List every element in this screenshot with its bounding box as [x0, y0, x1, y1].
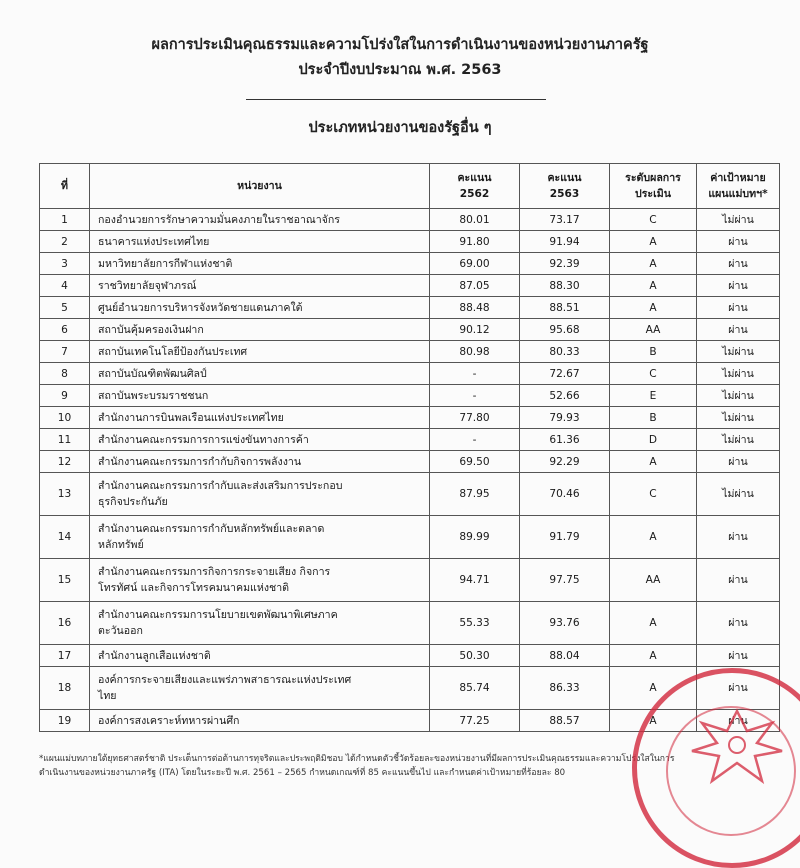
row-level: A — [610, 275, 697, 297]
table-row — [40, 645, 780, 667]
header-level-line1: ระดับผลการ — [625, 172, 681, 184]
row-organization — [90, 473, 430, 516]
row-level: B — [610, 407, 697, 429]
row-target-result: ผ่าน — [697, 516, 780, 559]
row-number: 6 — [40, 319, 90, 341]
row-score-2563: 97.75 — [520, 559, 610, 602]
row-level: B — [610, 341, 697, 363]
row-organization-line: สถาบันบัณฑิตพัฒนศิลป์ — [98, 367, 207, 380]
row-score-2562: - — [430, 385, 520, 407]
row-score-2562: 94.71 — [430, 559, 520, 602]
row-score-2563: 93.76 — [520, 602, 610, 645]
row-score-2562: 50.30 — [430, 645, 520, 667]
row-level: A — [610, 253, 697, 275]
row-level: A — [610, 297, 697, 319]
row-organization-line: ศูนย์อำนวยการบริหารจังหวัดชายแดนภาคใต้ — [98, 301, 303, 314]
header-target-line2: แผนแม่บทฯ* — [708, 188, 768, 200]
row-organization-line: หลักทรัพย์ — [98, 539, 144, 551]
table-row — [40, 209, 780, 231]
row-score-2563: 73.17 — [520, 209, 610, 231]
row-score-2563: 88.57 — [520, 710, 610, 732]
row-number: 14 — [40, 516, 90, 559]
footnote-line-2: ดำเนินงานของหน่วยงานภาครัฐ (ITA) โดยในระยะปี พ.ศ. 2561 – 2565 กำหนดเกณฑ์ที่ 85 คะแนนขึ้นไป และกำหนดค่าเป้าหมายที่ร้อยละ 80 — [39, 768, 566, 778]
row-score-2563: 80.33 — [520, 341, 610, 363]
row-target-result: ไม่ผ่าน — [697, 363, 780, 385]
row-score-2563: 92.29 — [520, 451, 610, 473]
row-target-result: ผ่าน — [697, 559, 780, 602]
row-organization-line: สำนักงานคณะกรรมการกิจการกระจายเสียง กิจการ — [98, 566, 331, 578]
row-organization — [90, 710, 430, 732]
row-organization-line: องค์การกระจายเสียงและแพร่ภาพสาธารณะแห่งประเทศ — [98, 674, 352, 686]
row-target-result: ไม่ผ่าน — [697, 385, 780, 407]
row-organization-line: สถาบันเทคโนโลยีป้องกันประเทศ — [98, 345, 248, 358]
table-row — [40, 516, 780, 559]
table-row — [40, 385, 780, 407]
row-score-2563: 91.94 — [520, 231, 610, 253]
row-target-result: ผ่าน — [697, 710, 780, 732]
row-number: 7 — [40, 341, 90, 363]
table-row — [40, 602, 780, 645]
table-row — [40, 231, 780, 253]
footnote-line-1: *แผนแม่บทภายใต้ยุทธศาสตร์ชาติ ประเด็นการต่อต้านการทุจริตและประพฤติมิชอบ ได้กำหนดตัวชี้วัดร้อยละของหน่วยงานที่มีผลการประเมินคุณธรรมและความโปร่งใสในการ — [39, 754, 675, 764]
table-row — [40, 253, 780, 275]
report-fiscal-year: ประจำปีงบประมาณ พ.ศ. 2563 — [298, 62, 502, 78]
row-target-result: ไม่ผ่าน — [697, 473, 780, 516]
table-header-row — [40, 164, 780, 209]
row-organization — [90, 559, 430, 602]
table-row — [40, 429, 780, 451]
row-number: 15 — [40, 559, 90, 602]
table-row — [40, 407, 780, 429]
row-number: 11 — [40, 429, 90, 451]
row-organization — [90, 602, 430, 645]
table-row — [40, 297, 780, 319]
row-level: A — [610, 667, 697, 710]
row-organization — [90, 667, 430, 710]
row-number: 3 — [40, 253, 90, 275]
row-score-2562: 88.48 — [430, 297, 520, 319]
row-score-2562: 55.33 — [430, 602, 520, 645]
row-organization — [90, 297, 430, 319]
row-organization-line: สำนักงานคณะกรรมการกำกับและส่งเสริมการประกอบ — [98, 480, 343, 492]
row-organization — [90, 275, 430, 297]
row-target-result: ไม่ผ่าน — [697, 341, 780, 363]
row-organization-line: ราชวิทยาลัยจุฬาภรณ์ — [98, 279, 197, 292]
row-score-2563: 95.68 — [520, 319, 610, 341]
table-row — [40, 341, 780, 363]
row-level: A — [610, 451, 697, 473]
row-level: A — [610, 231, 697, 253]
row-score-2563: 88.51 — [520, 297, 610, 319]
row-organization — [90, 645, 430, 667]
header-level — [610, 164, 697, 209]
row-score-2562: 87.95 — [430, 473, 520, 516]
row-organization — [90, 319, 430, 341]
row-score-2563: 86.33 — [520, 667, 610, 710]
header-score-2562-line2: 2562 — [459, 188, 490, 200]
row-number: 10 — [40, 407, 90, 429]
row-organization-line: สำนักงานลูกเสือแห่งชาติ — [98, 649, 211, 662]
header-org: หน่วยงาน — [90, 164, 430, 209]
row-organization-line: สถาบันพระบรมราชชนก — [98, 389, 209, 402]
row-organization-line: ธนาคารแห่งประเทศไทย — [98, 235, 210, 248]
row-score-2563: 91.79 — [520, 516, 610, 559]
row-target-result: ไม่ผ่าน — [697, 209, 780, 231]
header-target-line1: ค่าเป้าหมาย — [710, 172, 766, 184]
table-body — [40, 209, 780, 732]
row-organization — [90, 385, 430, 407]
row-score-2562: 69.00 — [430, 253, 520, 275]
category-heading: ประเภทหน่วยงานของรัฐอื่น ๆ — [308, 120, 492, 136]
row-organization — [90, 516, 430, 559]
row-score-2563: 88.30 — [520, 275, 610, 297]
row-number: 4 — [40, 275, 90, 297]
table-row — [40, 473, 780, 516]
row-score-2562: 85.74 — [430, 667, 520, 710]
row-target-result: ผ่าน — [697, 645, 780, 667]
row-organization-line: สำนักงานการบินพลเรือนแห่งประเทศไทย — [98, 411, 284, 424]
header-score-2562 — [430, 164, 520, 209]
header-no: ที่ — [40, 164, 90, 209]
row-score-2563: 52.66 — [520, 385, 610, 407]
row-organization — [90, 253, 430, 275]
row-number: 12 — [40, 451, 90, 473]
row-number: 19 — [40, 710, 90, 732]
row-target-result: ไม่ผ่าน — [697, 407, 780, 429]
header-score-2562-line1: คะแนน — [457, 172, 492, 184]
header-target — [697, 164, 780, 209]
row-number: 5 — [40, 297, 90, 319]
row-organization-line: โทรทัศน์ และกิจการโทรคมนาคมแห่งชาติ — [98, 582, 290, 594]
row-score-2563: 61.36 — [520, 429, 610, 451]
row-level: AA — [610, 559, 697, 602]
row-level: C — [610, 363, 697, 385]
row-organization-line: สำนักงานคณะกรรมการกำกับกิจการพลังงาน — [98, 455, 302, 468]
row-number: 18 — [40, 667, 90, 710]
row-organization-line: ไทย — [98, 690, 117, 702]
row-score-2562: 77.25 — [430, 710, 520, 732]
row-target-result: ผ่าน — [697, 231, 780, 253]
row-organization-line: ธุรกิจประกันภัย — [98, 496, 168, 508]
row-level: E — [610, 385, 697, 407]
row-level: A — [610, 602, 697, 645]
row-level: C — [610, 473, 697, 516]
row-target-result: ผ่าน — [697, 275, 780, 297]
row-organization-line: ตะวันออก — [98, 625, 143, 637]
row-organization — [90, 451, 430, 473]
row-organization — [90, 231, 430, 253]
row-organization-line: สำนักงานคณะกรรมการนโยบายเขตพัฒนาพิเศษภาค — [98, 609, 338, 621]
row-score-2562: - — [430, 363, 520, 385]
header-score-2563 — [520, 164, 610, 209]
row-level: D — [610, 429, 697, 451]
table-row — [40, 363, 780, 385]
row-score-2563: 92.39 — [520, 253, 610, 275]
seal-inner-ring — [666, 706, 796, 836]
row-score-2562: 90.12 — [430, 319, 520, 341]
row-organization-line: สำนักงานคณะกรรมการการแข่งขันทางการค้า — [98, 433, 309, 446]
row-organization — [90, 429, 430, 451]
table-row — [40, 275, 780, 297]
row-target-result: ผ่าน — [697, 319, 780, 341]
row-score-2562: 80.98 — [430, 341, 520, 363]
report-title: ผลการประเมินคุณธรรมและความโปร่งใสในการดำเนินงานของหน่วยงานภาครัฐ — [151, 37, 649, 53]
row-target-result: ผ่าน — [697, 253, 780, 275]
row-score-2563: 79.93 — [520, 407, 610, 429]
row-organization — [90, 341, 430, 363]
row-organization — [90, 209, 430, 231]
row-number: 9 — [40, 385, 90, 407]
table-row — [40, 559, 780, 602]
header-score-2563-line2: 2563 — [549, 188, 580, 200]
row-score-2562: 80.01 — [430, 209, 520, 231]
row-score-2562: 69.50 — [430, 451, 520, 473]
row-organization-line: สถาบันคุ้มครองเงินฝาก — [98, 323, 204, 336]
row-number: 8 — [40, 363, 90, 385]
row-organization-line: กองอำนวยการรักษาความมั่นคงภายในราชอาณาจักร — [98, 213, 340, 226]
row-organization — [90, 363, 430, 385]
row-score-2562: 77.80 — [430, 407, 520, 429]
row-score-2563: 88.04 — [520, 645, 610, 667]
row-target-result: ผ่าน — [697, 602, 780, 645]
row-organization-line: สำนักงานคณะกรรมการกำกับหลักทรัพย์และตลาด — [98, 523, 325, 535]
row-organization-line: มหาวิทยาลัยการกีฬาแห่งชาติ — [98, 257, 233, 270]
row-number: 13 — [40, 473, 90, 516]
row-number: 16 — [40, 602, 90, 645]
header-score-2563-line1: คะแนน — [547, 172, 582, 184]
row-number: 2 — [40, 231, 90, 253]
row-organization — [90, 407, 430, 429]
row-score-2562: - — [430, 429, 520, 451]
row-target-result: ผ่าน — [697, 297, 780, 319]
row-score-2563: 72.67 — [520, 363, 610, 385]
row-number: 17 — [40, 645, 90, 667]
row-score-2562: 87.05 — [430, 275, 520, 297]
row-level: AA — [610, 319, 697, 341]
row-target-result: ผ่าน — [697, 667, 780, 710]
title-divider — [246, 99, 546, 100]
row-score-2563: 70.46 — [520, 473, 610, 516]
row-target-result: ไม่ผ่าน — [697, 429, 780, 451]
row-target-result: ผ่าน — [697, 451, 780, 473]
table-row — [40, 451, 780, 473]
header-level-line2: ประเมิน — [635, 188, 671, 200]
row-number: 1 — [40, 209, 90, 231]
row-score-2562: 91.80 — [430, 231, 520, 253]
row-organization-line: องค์การสงเคราะห์ทหารผ่านศึก — [98, 714, 240, 727]
row-level: A — [610, 516, 697, 559]
results-table — [39, 163, 780, 732]
row-level: A — [610, 645, 697, 667]
row-level: A — [610, 710, 697, 732]
table-row — [40, 319, 780, 341]
row-level: C — [610, 209, 697, 231]
row-score-2562: 89.99 — [430, 516, 520, 559]
